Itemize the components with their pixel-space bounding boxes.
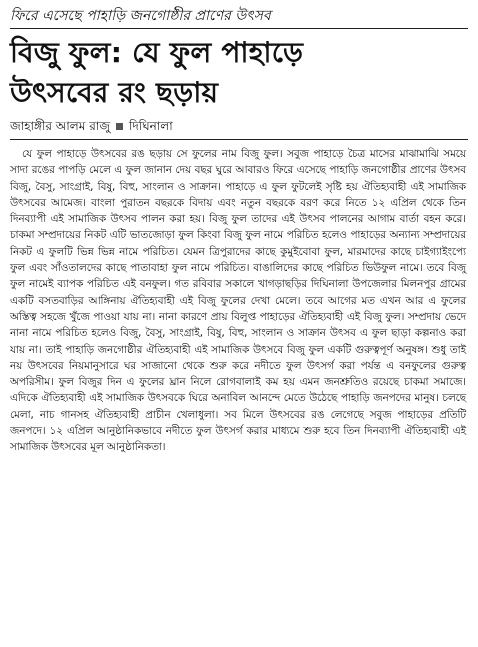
separator-square-icon — [116, 123, 123, 130]
headline-line-1: বিজু ফুল: যে ফুল পাহাড়ে — [10, 36, 304, 69]
kicker-line: ফিরে এসেছে পাহাড়ি জনগোষ্ঠীর প্রাণের উৎসব — [10, 6, 468, 29]
author-name: জাহাঙ্গীর আলম রাজু — [10, 119, 111, 133]
body-paragraph: যে ফুল পাহাড়ে উৎসবের রঙ ছড়ায় সে ফুলের নাম বিজু ফুল। সবুজ পাহাড়ে চৈত্র মাসের মাঝামাঝি সময়ে সাদা রঙের পাপড়ি মেলে এ ফুল জানান দেয় বছর ঘুরে আবারও ফিরে এসেছে পাহাড়ি জনগোষ্ঠীর প্রাণের উৎসব বিজু, বৈসু, সাংগ্রাই, বিষু, বিহু, সাংলান ও সাক্রান। পাহাড়ে এ ফুল ফুটলেই সৃষ্টি হয় ঐতিহ্যবাহী এই সামাজিক উৎসবের আমেজ। বাংলা পুরাতন বছরকে বিদায় এবং নতুন বছরকে বরণ করে নিতে ১২ এপ্রিল থেকে তিন দিনব্যাপী এই সামাজিক উৎসব পালন করা হয়। বিজু ফুল তাদের এই উৎসব পালনের আগাম বার্তা বহন করে। চাকমা সম্প্রদায়ের নিকট এটি ভাতজোড়া ফুল কিংবা বিজু ফুল নামে পরিচিত হলেও পাহাড়ের অন্যান্য সম্প্রদায়ের নিকট এ ফুলটি ভিন্ন ভিন্ন নামে পরিচিত। যেমন ত্রিপুরাদের কাছে কুমুইবোবা ফুল, মারমাদের কাছে চাইগ্যাইংপ্যে ফুল এবং সাঁওতালদের কাছে পাতাবাহা ফুল নামে পরিচিত। বাঙালিদের কাছে পরিচিত ভিউফুল নামে। তবে বিজু ফুল নামেই ব্যাপক পরিচিত এই বনফুল। গত রবিবার সকালে খাগড়াছড়ির দিঘিনালা উপজেলার মিলনপুর গ্রামের একটি বসতবাড়ির আঙ্গিনায় ঐতিহ্যবাহী এই বিজু ফুলের দেখা মেলে। তবে আগের মত এখন আর এ ফুলের অস্তিত্ব সহজে খুঁজে পাওয়া যায় না। নানা কারণে প্রায় বিলুপ্ত পাহাড়ের ঐতিহ্যবাহী এই বিজু ফুল। সম্প্রদায় ভেদে নানা নামে পরিচিত হলেও বিজু, বৈসু, সাংগ্রাই, বিষু, বিহু, সাংলান ও সাক্রান উৎসব এ ফুল ছাড়া কল্পনাও করা যায় না। তাই পাহাড়ি জনগোষ্ঠীর ঐতিহ্যবাহী এই সামাজিক উৎসবে বিজু ফুল একটি গুরুত্বপূর্ণ অনুষঙ্গ। শুধু তাই নয় উৎসবের নিয়মানুসারে ঘর সাজানো থেকে শুরু করে নদীতে ফুল উৎসর্গ করা পর্যন্ত এ বনফুলের গুরুত্ব অপরিসীম। ফুল বিজুর দিন এ ফুলের ঘ্রান নিলে রোগবালাই কম হয় এমন জনশ্রুতিও রয়েছে চাকমা সমাজে। এদিকে ঐতিহ্যবাহী এই সামাজিক উৎসবকে ঘিরে অনাবিল আনন্দে মেতে উঠেছে পাহাড়ি জনপদের মানুষ। চলছে মেলা, নাচ গানসহ ঐতিহ্যবাহী প্রাচীন খেলাধুলা। সব মিলে উৎসবের রঙ লেগেছে সবুজ পাহাড়ের প্রতিটি জনপদে। ১২ এপ্রিল আনুষ্ঠানিকভাবে নদীতে ফুল উৎসর্গ করার মাধ্যমে শুরু হবে তিন দিনব্যাপী ঐতিহ্যবাহী এই সামাজিক উৎসবের মূল আনুষ্ঠানিকতা। — [10, 148, 466, 454]
article-body — [10, 146, 468, 456]
byline — [10, 117, 468, 140]
headline — [10, 33, 468, 113]
headline-line-2: উৎসবের রং ছড়ায় — [10, 76, 219, 109]
dateline-location: দিঘিনালা — [129, 119, 173, 133]
